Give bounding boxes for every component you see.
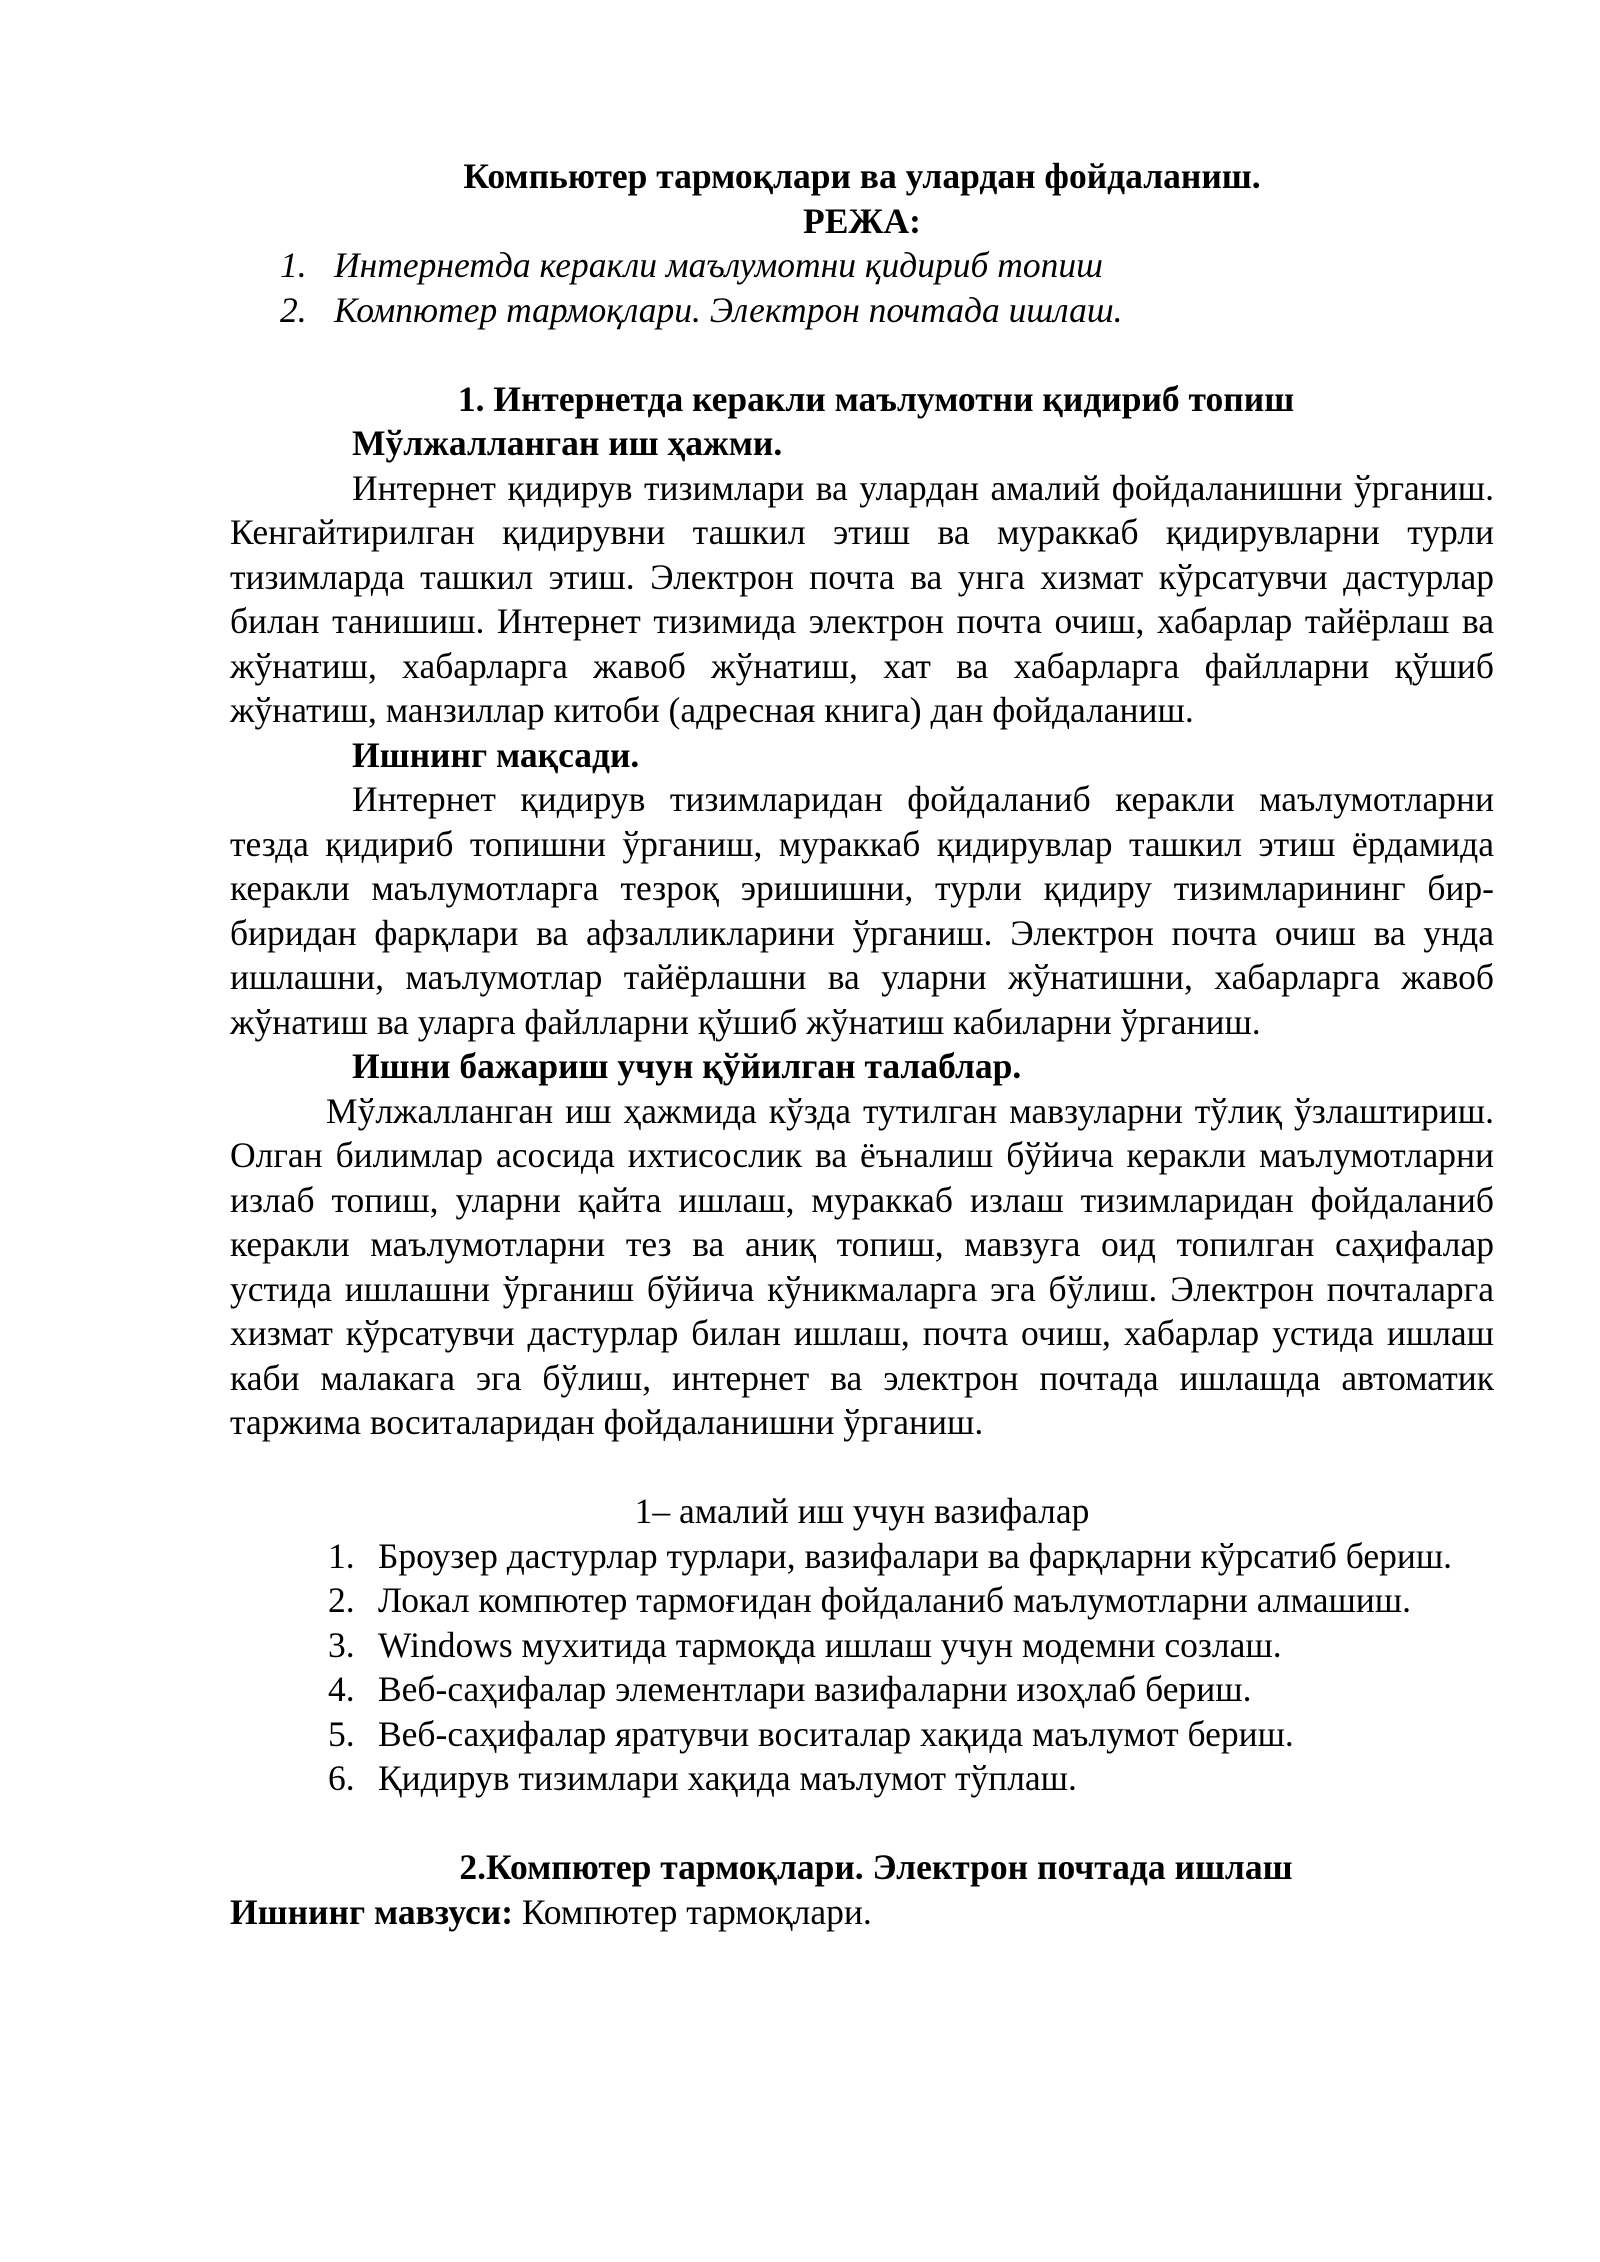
topic-text: Компютер тармоқлари. (513, 1891, 872, 1932)
tasks-list (230, 1534, 1494, 1801)
task-item (328, 1712, 1494, 1757)
requirements-paragraph: Мўлжалланган иш ҳажмида кўзда тутилган мавзуларни тўлиқ ўзлаштириш. Олган билимлар асосида ихтисослик ва ёъналиш бўйича керакли маълумотларни излаб топиш, уларни қайта ишлаш, мураккаб излаш тизимларидан фойдаланиб керакли маълумотларни тез ва аниқ топиш, мавзуга оид топилган саҳифалар устида ишлашни ўрганиш бўйича кўникмаларга эга бўлиш. Электрон почталарга хизмат кўрсатувчи дастурлар билан ишлаш, почта очиш, хабарлар устида ишлаш каби малакага эга бўлиш, интернет ва электрон почтада ишлашда автоматик таржима воситаларидан фойдаланишни ўрганиш. (230, 1090, 1494, 1442)
scope-paragraph: Интернет қидирув тизимлари ва улардан амалий фойдаланишни ўрганиш. Кенгайтирилган қидирувни ташкил этиш ва мураккаб қидирувларни турли тизимларда ташкил этиш. Электрон почта ва унга хизмат кўрсатувчи дастурлар билан танишиш. Интернет тизимида электрон почта очиш, хабарлар тайёрлаш ва жўнатиш, хабарларга жавоб жўнатиш, хат ва хабарларга файлларни қўшиб жўнатиш, манзиллар китоби (адресная книга) дан фойдаланиш. (230, 467, 1494, 730)
task-item (328, 1534, 1494, 1579)
plan-item-number: 1. (280, 245, 307, 285)
task-item-number: 2. (328, 1580, 355, 1620)
task-item-text: Веб-саҳифалар элементлари вазифаларни изоҳлаб бериш. (378, 1669, 1252, 1709)
task-item (328, 1667, 1494, 1712)
plan-item-number: 2. (280, 289, 307, 330)
tasks-heading: 1– амалий иш учун вазифалар (634, 1491, 1090, 1531)
task-item-number: 4. (328, 1669, 355, 1709)
topic-label: Ишнинг мавзуси: (230, 1891, 514, 1932)
task-item-text: Веб-саҳифалар яратувчи воситалар хақида маълумот бериш. (378, 1713, 1294, 1754)
spacer (230, 332, 1494, 377)
task-item (328, 1578, 1494, 1623)
section-1-title: 1. Интернетда керакли маълумотни қидириб топиш (457, 378, 1295, 419)
plan-list (230, 243, 1494, 332)
task-item-text: Windows мухитида тармоқда ишлаш учун модемни созлаш. (378, 1624, 1282, 1665)
task-item-number: 6. (328, 1758, 355, 1798)
document-title: Компьютер тармоқлари ва улардан фойдаланиш. (463, 156, 1261, 196)
task-item-text: Броузер дастурлар турлари, вазифалари ва фарқларни кўрсатиб бериш. (378, 1535, 1453, 1576)
goal-heading: Ишнинг мақсади. (352, 734, 640, 775)
task-item (328, 1756, 1494, 1801)
document-content (230, 154, 1494, 1934)
plan-item (280, 288, 1494, 333)
plan-item (280, 243, 1494, 288)
spacer (230, 1445, 1494, 1490)
task-item-number: 5. (328, 1713, 355, 1754)
plan-item-text: Интернетда керакли маълумотни қидириб топиш (334, 245, 1103, 285)
section-2-title: 2.Компютер тармоқлари. Электрон почтада ишлаш (459, 1847, 1293, 1887)
task-item-number: 1. (328, 1535, 355, 1576)
plan-item-text: Компютер тармоқлари. Электрон почтада ишлаш. (334, 289, 1123, 330)
task-item-number: 3. (328, 1624, 355, 1665)
scope-heading: Мўлжалланган иш ҳажми. (352, 423, 783, 463)
topic-line (230, 1890, 1494, 1935)
spacer (230, 1801, 1494, 1846)
plan-heading: РЕЖА: (803, 200, 921, 241)
goal-paragraph: Интернет қидирув тизимларидан фойдаланиб керакли маълумотларни тезда қидириб топишни ўрганиш, мураккаб қидирувлар ташкил этиш ёрдамида керакли маълумотларга тезроқ эришишни, турли қидиру тизимларининг бир-биридан фарқлари ва афзалликларини ўрганиш. Электрон почта очиш ва унда ишлашни, маълумотлар тайёрлашни ва уларни жўнатишни, хабарларга жавоб жўнатиш ва уларга файлларни қўшиб жўнатиш кабиларни ўрганиш. (230, 779, 1494, 1042)
requirements-heading: Ишни бажариш учун қўйилган талаблар. (352, 1046, 1022, 1086)
task-item (328, 1623, 1494, 1668)
task-item-text: Қидирув тизимлари хақида маълумот тўплаш. (378, 1758, 1077, 1798)
task-item-text: Локал компютер тармоғидан фойдаланиб маълумотларни алмашиш. (378, 1580, 1412, 1620)
